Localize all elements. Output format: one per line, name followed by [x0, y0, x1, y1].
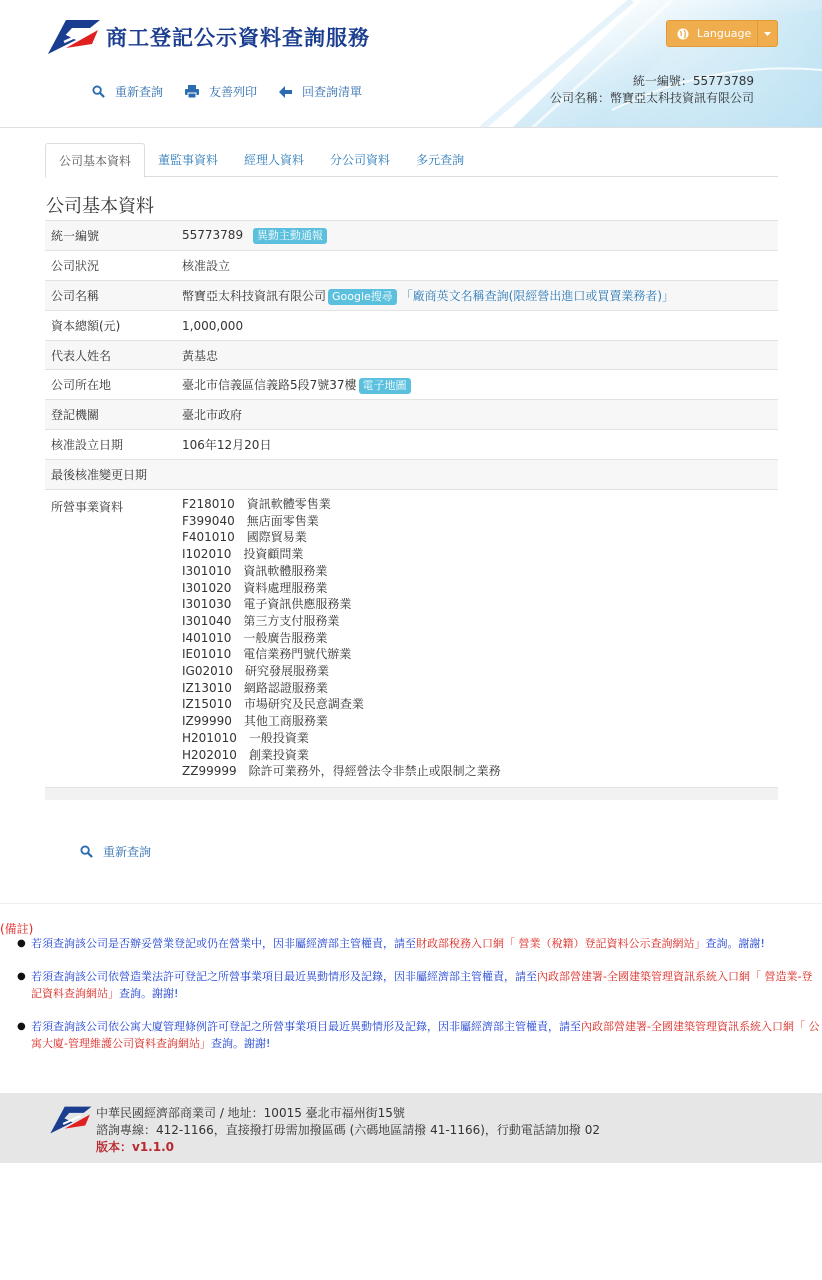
list-item: IZ99990 其他工商服務業 [182, 714, 328, 729]
notes-title: (備註) [0, 922, 34, 936]
setup-date: 106年12月20日 [176, 430, 778, 460]
section-title: 公司基本資料 [46, 196, 154, 217]
google-search-badge[interactable]: Google搜尋 [328, 289, 397, 305]
company-info-table [45, 220, 778, 786]
list-item: F401010 國際貿易業 [182, 530, 307, 545]
site-logo[interactable] [46, 18, 370, 56]
footer-version: 版本：v1.1.0 [96, 1140, 174, 1154]
company-status: 核准設立 [176, 251, 778, 281]
row-label: 公司狀況 [45, 251, 176, 281]
row-label: 所營事業資料 [45, 490, 176, 786]
tab-basic-info[interactable]: 公司基本資料 [45, 143, 145, 178]
footer-hotline: 諮詢專線：412-1166，直接撥打毋需加撥區碼 (六碼地區請撥 41-1166)，行動電話請加撥 02 [96, 1123, 600, 1137]
back-to-list-link[interactable]: 回查詢清單 [279, 83, 362, 100]
arrow-left-icon [279, 86, 292, 98]
moea-logo-icon [46, 18, 102, 56]
row-label: 登記機關 [45, 400, 176, 430]
top-nav [92, 83, 362, 100]
footer-address: 中華民國經濟部商業司 / 地址：10015 臺北市福州街15號 [96, 1106, 405, 1120]
table-row [45, 251, 778, 281]
table-row [45, 281, 778, 311]
construction-portal-link[interactable]: 內政部營建署-全國建築管理資訊系統入口網「 營造業-登記資料查詢網站」 [31, 970, 813, 1000]
table-footer-bar [45, 787, 778, 800]
row-label: 公司名稱 [45, 281, 176, 311]
list-item: IG02010 研究發展服務業 [182, 664, 330, 679]
list-item: I301030 電子資訊供應服務業 [182, 597, 352, 612]
page-footer [0, 1093, 822, 1163]
print-icon [185, 85, 199, 98]
footer-text [96, 1105, 600, 1156]
change-notify-badge[interactable]: 異動主動通報 [253, 228, 327, 244]
tab-bar [45, 143, 778, 177]
table-row [45, 221, 778, 251]
note-item: ● 若須查詢該公司依公寓大廈管理條例許可登記之所營事業項目最近異動情形及記錄，因非屬經濟部主管權責，請至內政部營建署-全國建築管理資訊系統入口網「 公寓大廈-管理維護公司資料查詢網站」查詢。謝謝! [17, 1018, 822, 1052]
row-label: 最後核准變更日期 [45, 460, 176, 490]
note-item: ● 若須查詢該公司依營造業法許可登記之所營事業項目最近異動情形及記錄，因非屬經濟部主管權責，請至內政部營建署-全國建築管理資訊系統入口網「 營造業-登記資料查詢網站」查詢。謝謝! [17, 968, 822, 1002]
moea-logo-icon [48, 1105, 94, 1135]
map-badge[interactable]: 電子地圖 [359, 378, 411, 394]
capital-amount: 1,000,000 [176, 311, 778, 341]
list-item: I301020 資料處理服務業 [182, 580, 328, 595]
tab-multi-query[interactable]: 多元查詢 [416, 153, 465, 167]
tax-portal-link[interactable]: 財政部稅務入口網「 營業（稅籍）登記資料公示查詢網站」 [416, 937, 706, 950]
list-item: F399040 無店面零售業 [182, 513, 319, 528]
caret-down-icon [764, 32, 771, 36]
list-item: I401010 一般廣告服務業 [182, 630, 328, 645]
row-label: 統一編號 [45, 221, 176, 251]
search-icon [92, 85, 105, 98]
representative-name: 黃基忠 [176, 341, 778, 370]
registration-authority: 臺北市政府 [176, 400, 778, 430]
table-row [45, 460, 778, 490]
english-name-query-link[interactable]: 「廠商英文名稱查詢(限經營出進口或買賣業務者)」 [400, 288, 675, 303]
divider [0, 903, 822, 904]
bottom-requery-link[interactable]: 重新查詢 [80, 843, 151, 860]
list-item: I102010 投資顧問業 [182, 547, 304, 562]
tab-managers[interactable]: 經理人資料 [244, 153, 305, 167]
row-label: 公司所在地 [45, 370, 176, 400]
list-item: IE01010 電信業務門號代辦業 [182, 647, 352, 662]
table-row [45, 400, 778, 430]
table-row [45, 430, 778, 460]
globe-icon [677, 28, 689, 40]
note-item: ● 若須查詢該公司是否辦妥營業登記或仍在營業中，因非屬經濟部主管權責，請至財政部稅務入口網「 營業（稅籍）登記資料公示查詢網站」查詢。謝謝! [17, 935, 822, 952]
apartment-portal-link[interactable]: 內政部營建署-全國建築管理資訊系統入口網「 公寓大廈-管理維護公司資料查詢網站」 [31, 1020, 820, 1050]
list-item: I301010 資訊軟體服務業 [182, 563, 328, 578]
language-label: Language [697, 27, 752, 40]
unified-number: 55773789 [182, 227, 244, 242]
page-header [0, 0, 822, 128]
row-value [176, 370, 778, 400]
company-name-line: 公司名稱：幣寶亞太科技資訊有限公司 [549, 91, 754, 105]
language-dropdown[interactable] [666, 20, 778, 47]
row-label: 代表人姓名 [45, 341, 176, 370]
table-row [45, 490, 778, 786]
table-row [45, 311, 778, 341]
list-item: IZ13010 網路認證服務業 [182, 680, 328, 695]
list-item: F218010 資訊軟體零售業 [182, 497, 331, 511]
print-link[interactable]: 友善列印 [185, 83, 257, 100]
row-value [176, 221, 778, 251]
tab-directors[interactable]: 董監事資料 [158, 153, 219, 167]
site-title: 商工登記公示資料查詢服務 [106, 26, 370, 50]
list-item: ZZ99999 除許可業務外，得經營法令非禁止或限制之業務 [182, 764, 501, 779]
row-value [176, 490, 778, 786]
tab-branches[interactable]: 分公司資料 [330, 153, 391, 167]
search-icon [80, 845, 93, 858]
company-address: 臺北市信義區信義路5段7號37樓 [182, 377, 357, 392]
row-label: 資本總額(元) [45, 311, 176, 341]
notes-list [17, 935, 822, 1068]
business-items-list [182, 490, 772, 786]
list-item: IZ15010 市場研究及民意調查業 [182, 697, 364, 712]
list-item: H201010 一般投資業 [182, 730, 309, 745]
row-value [176, 281, 778, 311]
company-name: 幣寶亞太科技資訊有限公司 [182, 288, 327, 303]
requery-link[interactable]: 重新查詢 [92, 83, 163, 100]
last-change-date [176, 460, 778, 490]
table-row [45, 370, 778, 400]
company-id-line: 統一編號：55773789 [632, 74, 754, 88]
row-label: 核准設立日期 [45, 430, 176, 460]
company-summary [550, 73, 754, 107]
list-item: I301040 第三方支付服務業 [182, 613, 340, 628]
list-item: H202010 創業投資業 [182, 747, 309, 762]
table-row [45, 341, 778, 370]
